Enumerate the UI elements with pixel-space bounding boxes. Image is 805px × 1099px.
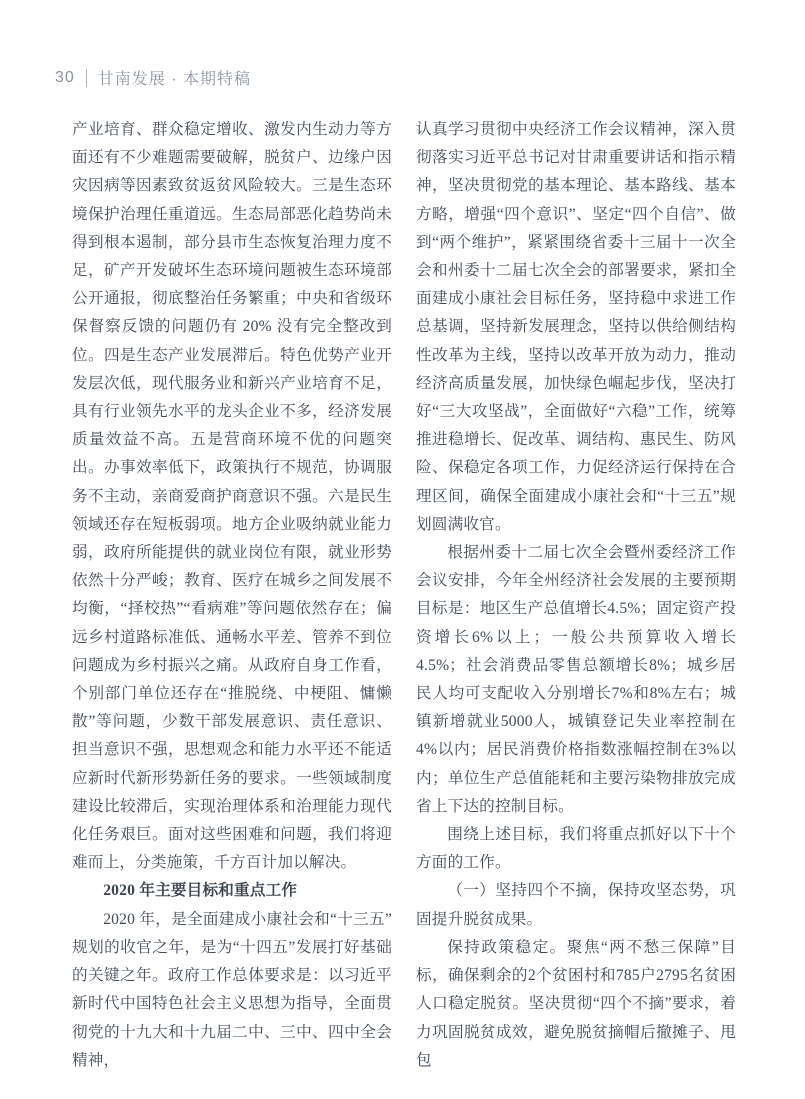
page-header — [55, 66, 251, 89]
paragraph: （一）坚持四个不摘，保持攻坚态势，巩固提升脱贫成果。 — [416, 882, 736, 928]
page-number: 30 — [55, 68, 75, 86]
paragraph: 认真学习贯彻中央经济工作会议精神，深入贯彻落实习近平总书记对甘肃重要讲话和指示精神，坚决贯彻党的基本理论、基本路线、基本方略，增强“四个意识”、坚定“四个自信”、做到“两个维护”，紧紧围绕省委十三届十一次全会和州委十二届七次全会的部署要求，紧扣全面建成小康社会目标任务，坚持稳中求进工作总基调，坚持新发展理念，坚持以供给侧结构性改革为主线，坚持以改革开放为动力，推动经济高质量发展，加快绿色崛起步伐，坚决打好“三大攻坚战”，全面做好“六稳”工作，统筹推进稳增长、促改革、调结构、惠民生、防风险、保稳定各项工作，力促经济运行保持在合理区间，确保全面建成小康社会和“十三五”规划圆满收官。 — [416, 121, 736, 533]
paragraph: 保持政策稳定。聚焦“两不愁三保障”目标，确保剩余的2个贫困村和785户2795名贫困人口稳定脱贫。坚决贯彻“四个不摘”要求，着力巩固脱贫成效，避免脱贫摘帽后撤摊子、甩包 — [416, 938, 736, 1069]
right-column — [416, 116, 736, 1075]
left-column — [72, 116, 392, 1075]
article-body — [72, 116, 736, 1075]
paragraph: 围绕上述目标，我们将重点抓好以下十个方面的工作。 — [416, 826, 736, 872]
header-divider — [86, 69, 87, 87]
section-heading: 2020 年主要目标和重点工作 — [103, 882, 298, 900]
paragraph: 产业培育、群众稳定增收、激发内生动力等方面还有不少难题需要破解，脱贫户、边缘户因灾因病等因素致贫返贫风险较大。三是生态环境保护治理任重道远。生态局部恶化趋势尚未得到根本遏制，部分县市生态恢复治理力度不足，矿产开发破坏生态环境问题被生态环境部公开通报，彻底整治任务繁重；中央和省级环保督察反馈的问题仍有 20% 没有完全整改到位。四是生态产业发展滞后。特色优势产业开发层次低，现代服务业和新兴产业培育不足，具有行业领先水平的龙头企业不多，经济发展质量效益不高。五是营商环境不优的问题突出。办事效率低下，政策执行不规范，协调服务不主动，亲商爱商护商意识不强。六是民生领域还存在短板弱项。地方企业吸纳就业能力弱，政府所能提供的就业岗位有限，就业形势依然十分严峻；教育、医疗在城乡之间发展不均衡，“择校热”“看病难”等问题依然存在；偏远乡村道路标准低、通畅水平差、管养不到位问题成为乡村振兴之痛。从政府自身工作看，个别部门单位还存在“推脱绕、中梗阻、慵懒散”等问题，少数干部发展意识、责任意识、担当意识不强，思想观念和能力水平还不能适应新时代新形势新任务的要求。一些领域制度建设比较滞后，实现治理体系和治理能力现代化任务艰巨。面对这些困难和问题，我们将迎难而上，分类施策，千方百计加以解决。 — [72, 121, 392, 872]
journal-title: 甘南发展 · 本期特稿 — [97, 71, 252, 88]
paragraph: 2020 年，是全面建成小康社会和“十三五”规划的收官之年，是为“十四五”发展打好基础的关键之年。政府工作总体要求是：以习近平新时代中国特色社会主义思想为指导，全面贯彻党的十九大和十九届二中、三中、四中全会精神， — [72, 910, 392, 1069]
paragraph: 根据州委十二届七次全会暨州委经济工作会议安排，今年全州经济社会发展的主要预期目标是：地区生产总值增长4.5%；固定资产投资增长6%以上；一般公共预算收入增长4.5%；社会消费品零售总额增长8%；城乡居民人均可支配收入分别增长7%和8%左右；城镇新增就业5000人，城镇登记失业率控制在4%以内；居民消费价格指数涨幅控制在3%以内；单位生产总值能耗和主要污染物排放完成省上下达的控制目标。 — [416, 544, 736, 815]
